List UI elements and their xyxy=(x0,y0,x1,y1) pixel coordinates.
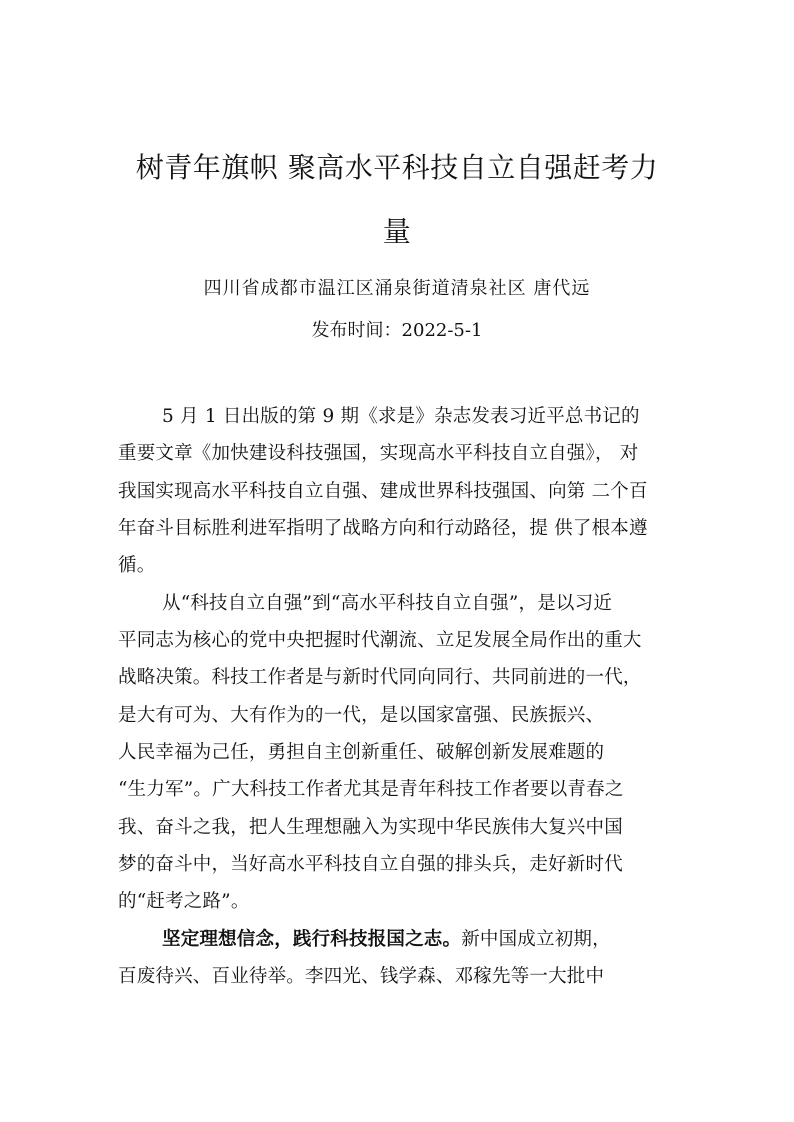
paragraph-2-line-8: 梦的奋斗中，当好高水平科技自立自强的排头兵，走好新时代 xyxy=(118,854,623,875)
paragraph-1-line-3: 我国实现高水平科技自立自强、建成世界科技强国、向第 二个百 xyxy=(118,481,648,502)
paragraph-3-line-2: 百废待兴、百业待举。李四光、钱学森、邓稼先等一大批中 xyxy=(118,966,605,987)
paragraph-1-line-4: 年奋斗目标胜利进军指明了战略方向和行动路径，提 供了根本遵 xyxy=(118,518,648,539)
paragraph-2-line-4: 是大有可为、大有作为的一代，是以国家富强、民族振兴、 xyxy=(118,705,605,726)
paragraph-3-line-1 xyxy=(162,925,611,951)
title-line-1: 树青年旗帜 聚高水平科技自立自强赶考力 xyxy=(135,151,659,184)
paragraph-2-line-1: 从“科技自立自强”到“高水平科技自立自强”，是以习近 xyxy=(162,593,613,614)
paragraph-3-text: 新中国成立初期， xyxy=(461,929,611,950)
paragraph-2-line-6: “生力军”。广大科技工作者尤其是青年科技工作者要以青春之 xyxy=(118,779,624,800)
paragraph-1-line-1: 5 月 1 日出版的第 9 期《求是》杂志发表习近平总书记的 xyxy=(162,406,640,427)
paragraph-2-line-5: 人民幸福为己任，勇担自主创新重任、破解创新发展难题的 xyxy=(118,742,605,763)
paragraph-1-line-2: 重要文章《加快建设科技强国，实现高水平科技自立自强》， 对 xyxy=(118,443,639,464)
author-line: 四川省成都市温江区涌泉街道清泉社区 唐代远 xyxy=(203,278,591,299)
title-line-2: 量 xyxy=(382,215,412,248)
paragraph-2-line-3: 战略决策。科技工作者是与新时代同向同行、共同前进的一代， xyxy=(118,667,642,688)
paragraph-2-line-2: 平同志为核心的党中央把握时代潮流、立足发展全局作出的重大 xyxy=(118,630,642,651)
paragraph-1-line-5: 循。 xyxy=(118,555,156,576)
paragraph-3-heading: 坚定理想信念，践行科技报国之志。 xyxy=(162,929,462,950)
publish-date: 发布时间：2022-5-1 xyxy=(311,320,483,341)
paragraph-2-line-9: 的“赶考之路”。 xyxy=(118,891,250,912)
paragraph-2-line-7: 我、奋斗之我，把人生理想融入为实现中华民族伟大复兴中国 xyxy=(118,817,623,838)
